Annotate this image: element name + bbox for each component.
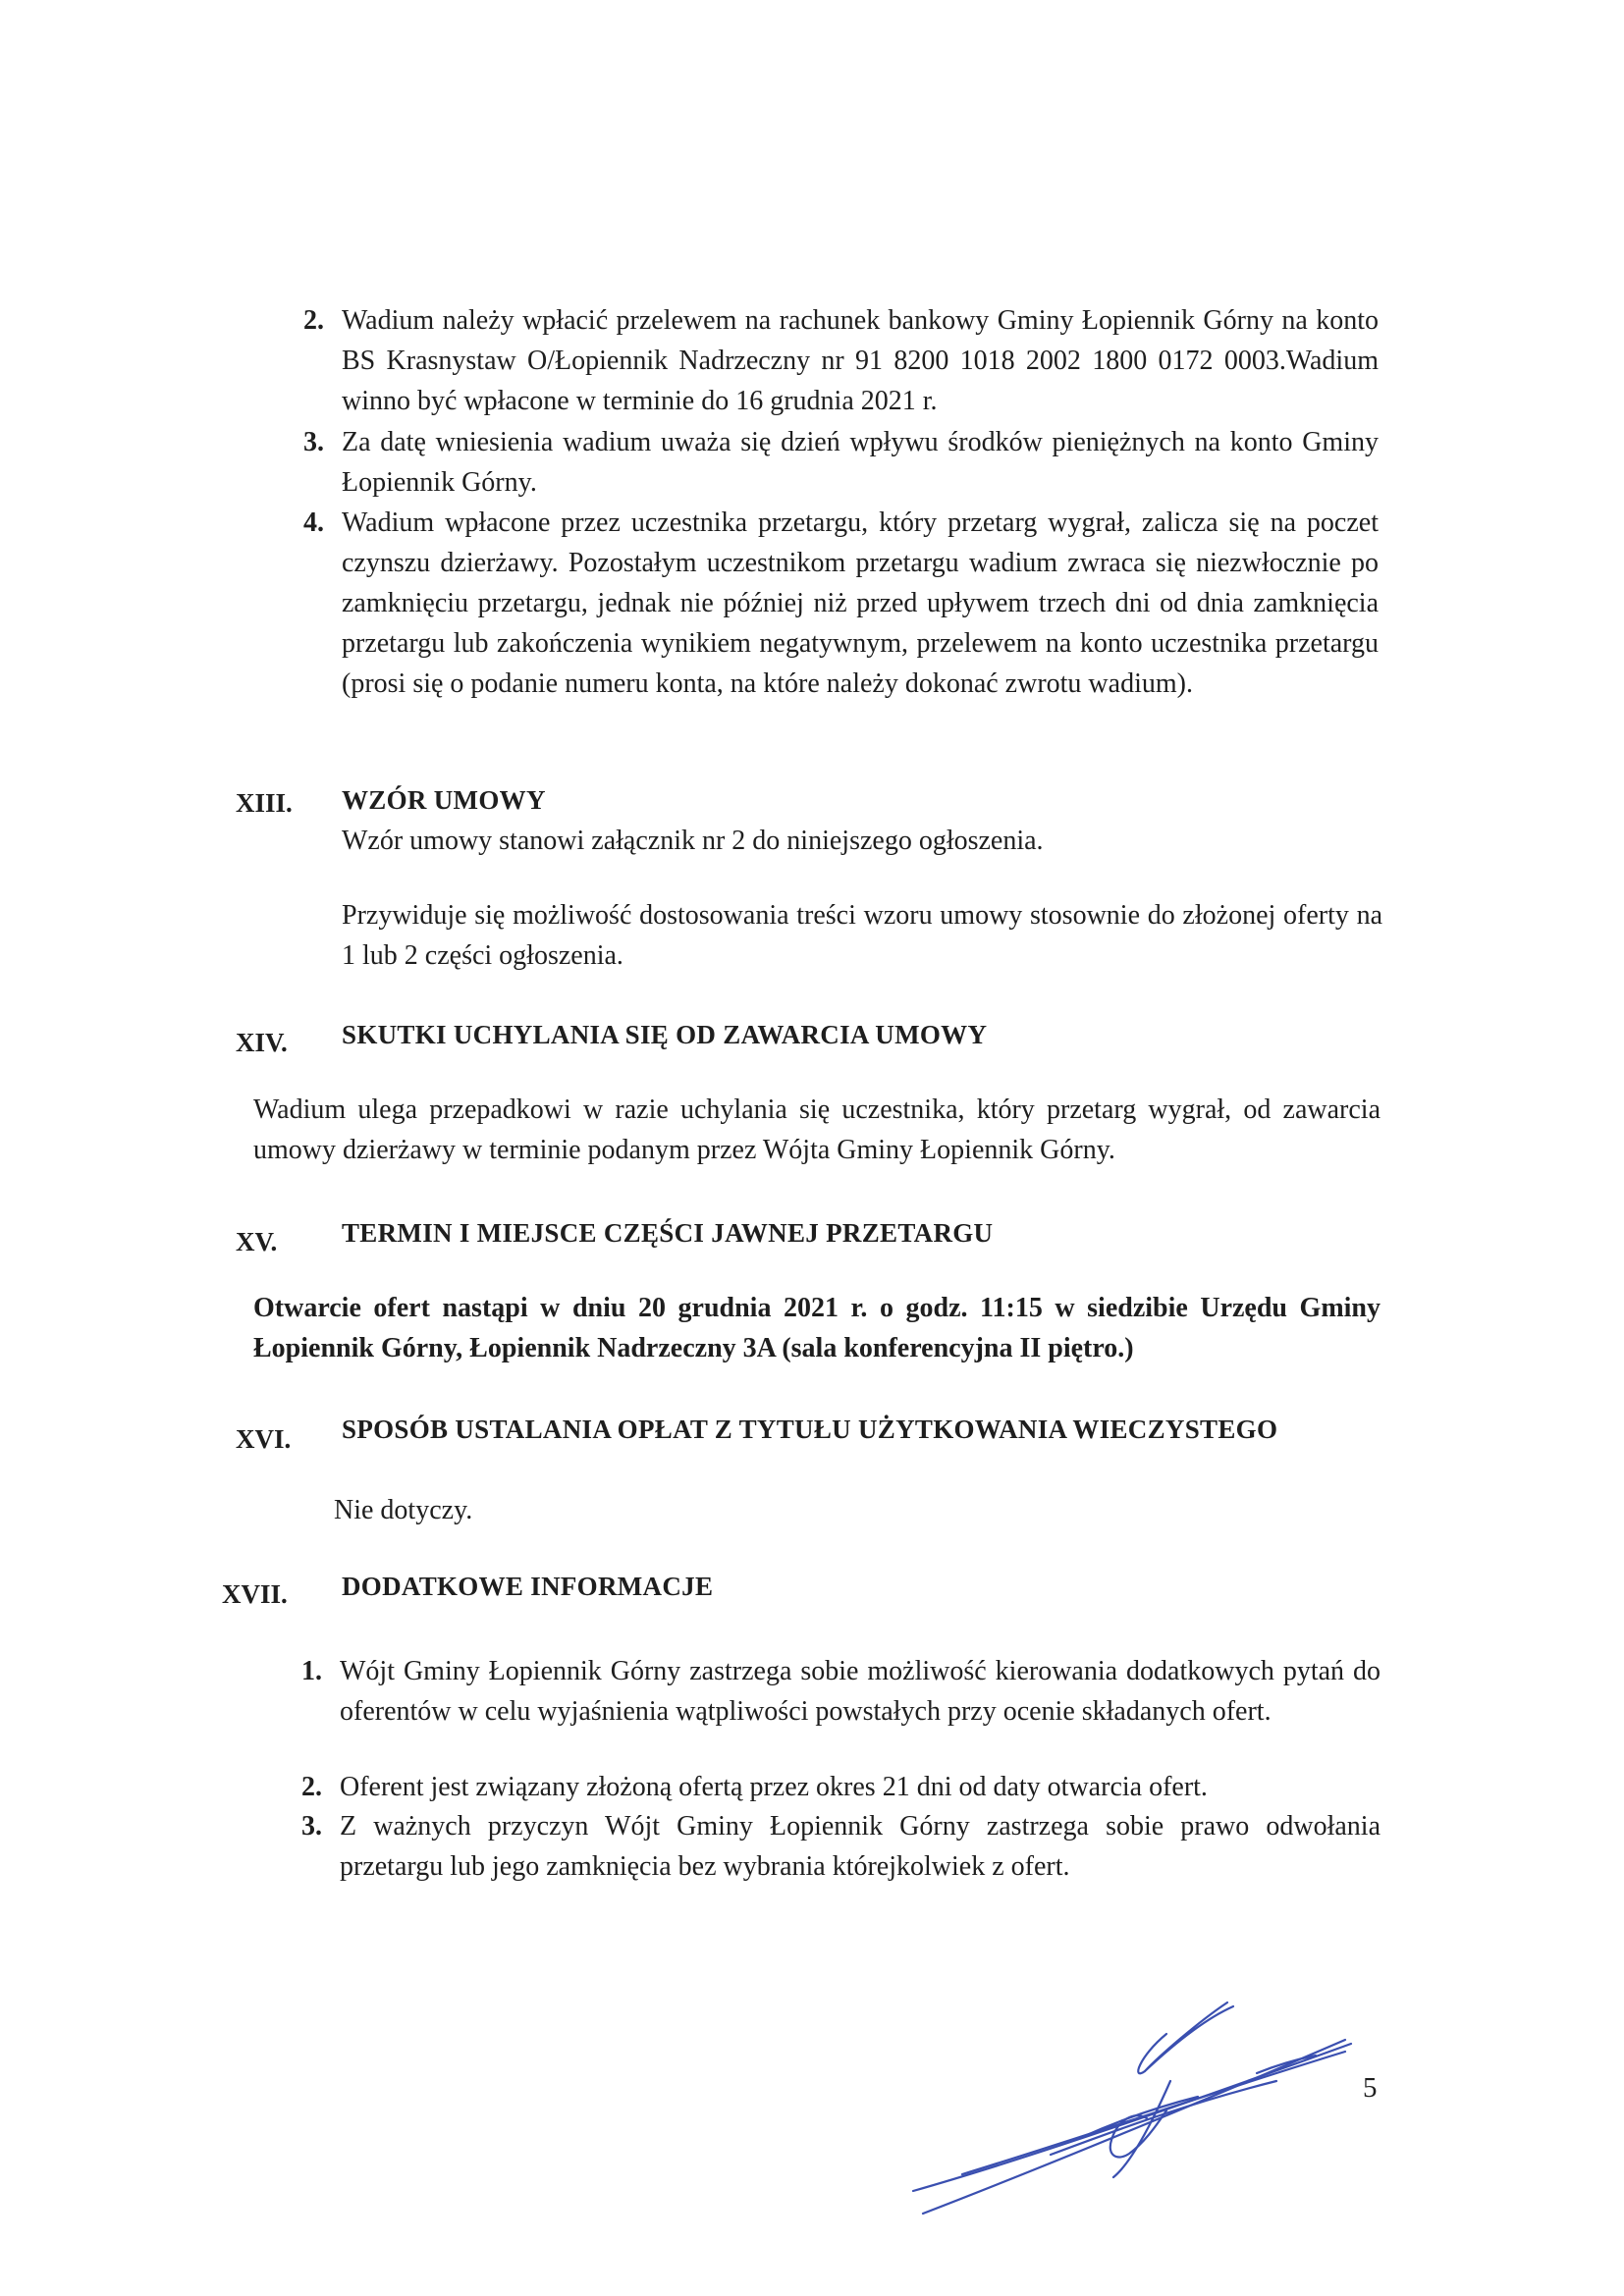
signature-image (903, 1963, 1365, 2228)
section-numeral: XVI. (236, 1424, 292, 1454)
section-paragraph: Nie dotyczy. (334, 1495, 473, 1525)
section-heading: SKUTKI UCHYLANIA SIĘ OD ZAWARCIA UMOWY (342, 1020, 988, 1049)
list-item-number: 2. (303, 305, 324, 336)
list-item-number: 4. (303, 507, 324, 538)
list-item-number: 3. (303, 427, 324, 457)
section-paragraph: Wzór umowy stanowi załącznik nr 2 do niniejszego ogłoszenia. (342, 826, 1044, 856)
section-paragraph: Przywiduje się możliwość dostosowania treści wzoru umowy stosownie do złożonej oferty na 1 lub 2 części ogłoszenia. (342, 900, 1382, 971)
section-heading: TERMIN I MIEJSCE CZĘŚCI JAWNEJ PRZETARGU (342, 1218, 994, 1248)
section-paragraph: Otwarcie ofert nastąpi w dniu 20 grudnia 2021 r. o godz. 11:15 w siedzibie Urzędu Gminy Łopiennik Górny, Łopiennik Nadrzeczny 3A (sala konferencyjna II piętro.) (253, 1293, 1380, 1363)
section-numeral: XIV. (236, 1028, 288, 1057)
list-item-text: Wadium wpłacone przez uczestnika przetargu, który przetarg wygrał, zalicza się na poczet czynszu dzierżawy. Pozostałym uczestnikom przetargu wadium zwraca się niezwłocznie po zamknięciu przetargu, jednak nie później niż przed upływem trzech dni od dnia zamknięcia przetargu lub zakończenia wynikiem negatywnym, przelewem na konto uczestnika przetargu (prosi się o podanie numeru konta, na które należy dokonać zwrotu wadium). (342, 507, 1379, 699)
section-paragraph: Wadium ulega przepadkowi w razie uchylania się uczestnika, który przetarg wygrał, od zawarcia umowy dzierżawy w terminie podanym przez Wójta Gminy Łopiennik Górny. (253, 1095, 1380, 1165)
section-heading: SPOSÓB USTALANIA OPŁAT Z TYTUŁU UŻYTKOWANIA WIECZYSTEGO (342, 1415, 1278, 1444)
list-item-text: Z ważnych przyczyn Wójt Gminy Łopiennik Górny zastrzega sobie prawo odwołania przetargu lub jego zamknięcia bez wybrania którejkolwiek z ofert. (340, 1811, 1380, 1882)
list-item-number: 2. (301, 1772, 322, 1802)
section-heading: WZÓR UMOWY (342, 785, 546, 815)
list-item-number: 1. (301, 1656, 322, 1686)
list-item-text: Za datę wniesienia wadium uważa się dzień wpływu środków pieniężnych na konto Gminy Łopiennik Górny. (342, 427, 1379, 498)
list-item-text: Wadium należy wpłacić przelewem na rachunek bankowy Gminy Łopiennik Górny na konto BS Krasnystaw O/Łopiennik Nadrzeczny nr 91 8200 1018 2002 1800 0172 0003.Wadium winno być wpłacone w terminie do 16 grudnia 2021 r. (342, 305, 1379, 416)
section-numeral: XIII. (236, 788, 293, 818)
section-numeral: XVII. (222, 1579, 288, 1609)
list-item-text: Oferent jest związany złożoną ofertą przez okres 21 dni od daty otwarcia ofert. (340, 1772, 1208, 1802)
section-heading: DODATKOWE INFORMACJE (342, 1572, 714, 1601)
section-numeral: XV. (236, 1227, 278, 1256)
list-item-number: 3. (301, 1811, 322, 1842)
list-item-text: Wójt Gminy Łopiennik Górny zastrzega sobie możliwość kierowania dodatkowych pytań do oferentów w celu wyjaśnienia wątpliwości powstałych przy ocenie składanych ofert. (340, 1656, 1380, 1727)
page-number: 5 (1363, 2072, 1378, 2104)
